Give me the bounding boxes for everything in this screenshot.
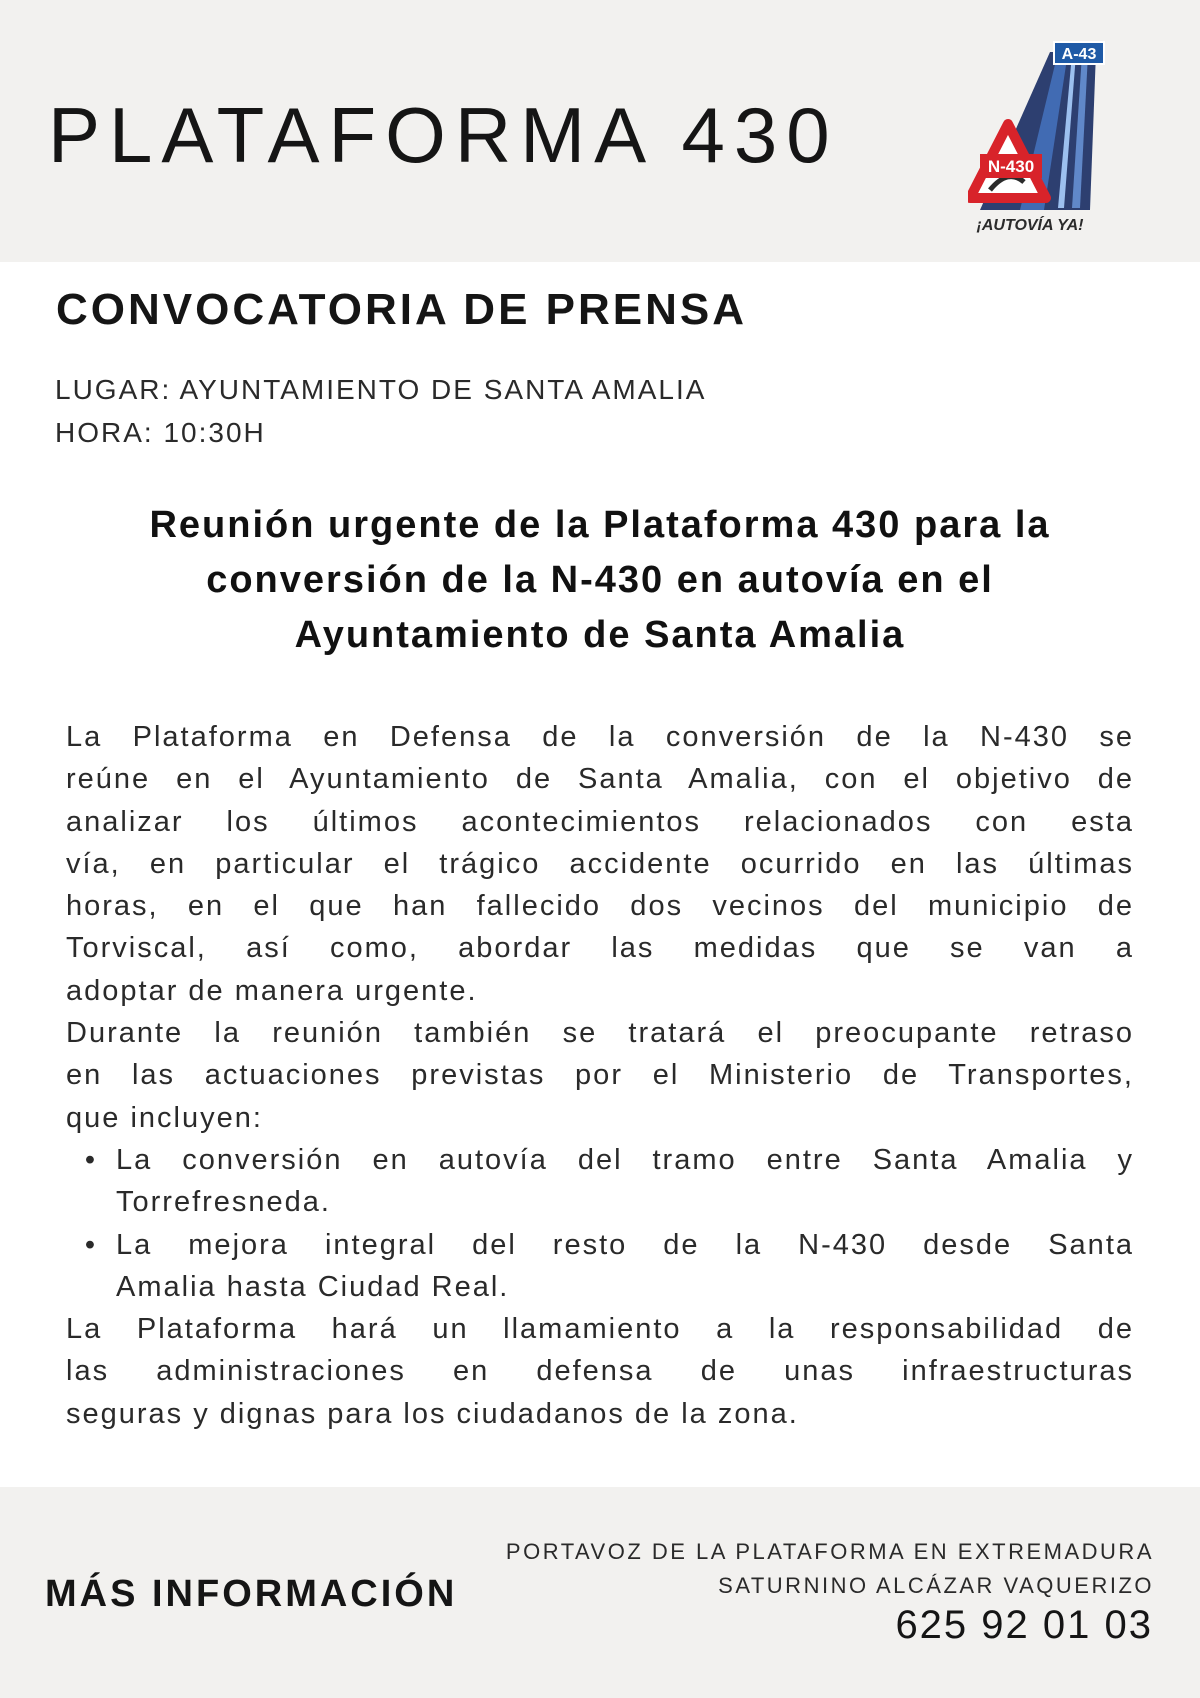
text-line: La conversión en autovía del tramo entre Santa Amalia y <box>116 1143 1134 1176</box>
svg-text:N-430: N-430 <box>987 157 1035 176</box>
headline-line: conversión de la N-430 en autovía en el <box>206 559 994 601</box>
text-line: las administraciones en defensa de unas infraestructuras <box>66 1355 1134 1388</box>
footer-band <box>0 1487 1200 1698</box>
text-line: La mejora integral del resto de la N-430 desde Santa <box>116 1228 1134 1261</box>
text-line: que incluyen: <box>66 1101 263 1134</box>
a43-sign <box>1054 42 1104 64</box>
paragraph-1 <box>66 716 1134 1012</box>
text-line: La Plataforma en Defensa de la conversión de la N-430 se <box>66 721 1134 753</box>
text-line: en las actuaciones previstas por el Ministerio de Transportes, <box>66 1059 1134 1092</box>
headline-line: Ayuntamiento de Santa Amalia <box>294 614 906 656</box>
logo-slogan: ¡AUTOVÍA YA! <box>976 217 1084 234</box>
svg-text:A-43: A-43 <box>1061 46 1097 63</box>
event-time: HORA: 10:30H <box>55 417 266 448</box>
contact-details <box>506 1535 1154 1603</box>
text-line: Durante la reunión también se tratará el preocupante retraso <box>66 1017 1134 1050</box>
text-line: Torrefresneda. <box>116 1186 331 1219</box>
text-line: seguras y dignas para los ciudadanos de la zona. <box>66 1397 799 1430</box>
text-line: adoptar de manera urgente. <box>66 974 478 1007</box>
text-line: La Plataforma hará un llamamiento a la responsabilidad de <box>66 1313 1134 1346</box>
spokesperson-role: PORTAVOZ DE LA PLATAFORMA EN EXTREMADURA <box>505 1539 1154 1564</box>
text-line: vía, en particular el trágico accidente ocurrido en las últimas <box>66 847 1134 880</box>
phone-number: 625 92 01 03 <box>895 1603 1153 1647</box>
body-text <box>66 716 1134 1435</box>
text-line: Amalia hasta Ciudad Real. <box>116 1270 510 1303</box>
bullet-list <box>66 1139 1134 1308</box>
text-line: Torviscal, así como, abordar las medidas que se van a <box>66 932 1134 965</box>
paragraph-2 <box>66 1012 1134 1139</box>
bullet-icon: • <box>84 1228 98 1261</box>
text-line: analizar los últimos acontecimientos relacionados con esta <box>66 805 1134 838</box>
bullet-icon: • <box>84 1143 98 1176</box>
headline-line: Reunión urgente de la Plataforma 430 para la <box>149 504 1051 546</box>
headline <box>50 498 1150 663</box>
spokesperson-name: SATURNINO ALCÁZAR VAQUERIZO <box>718 1573 1154 1598</box>
list-item <box>66 1139 1134 1224</box>
list-item <box>66 1224 1134 1309</box>
press-call-title: CONVOCATORIA DE PRENSA <box>56 285 748 334</box>
text-line: reúne en el Ayuntamiento de Santa Amalia, con el objetivo de <box>66 763 1134 796</box>
brand-title: PLATAFORMA 430 <box>48 91 839 179</box>
text-line: horas, en el que han fallecido dos vecinos del municipio de <box>66 890 1134 923</box>
autovia-logo <box>968 40 1108 245</box>
header-band <box>0 0 1200 262</box>
event-place: LUGAR: AYUNTAMIENTO DE SANTA AMALIA <box>55 374 707 405</box>
event-details <box>55 368 706 454</box>
paragraph-3 <box>66 1308 1134 1435</box>
more-info-label: MÁS INFORMACIÓN <box>45 1573 458 1615</box>
